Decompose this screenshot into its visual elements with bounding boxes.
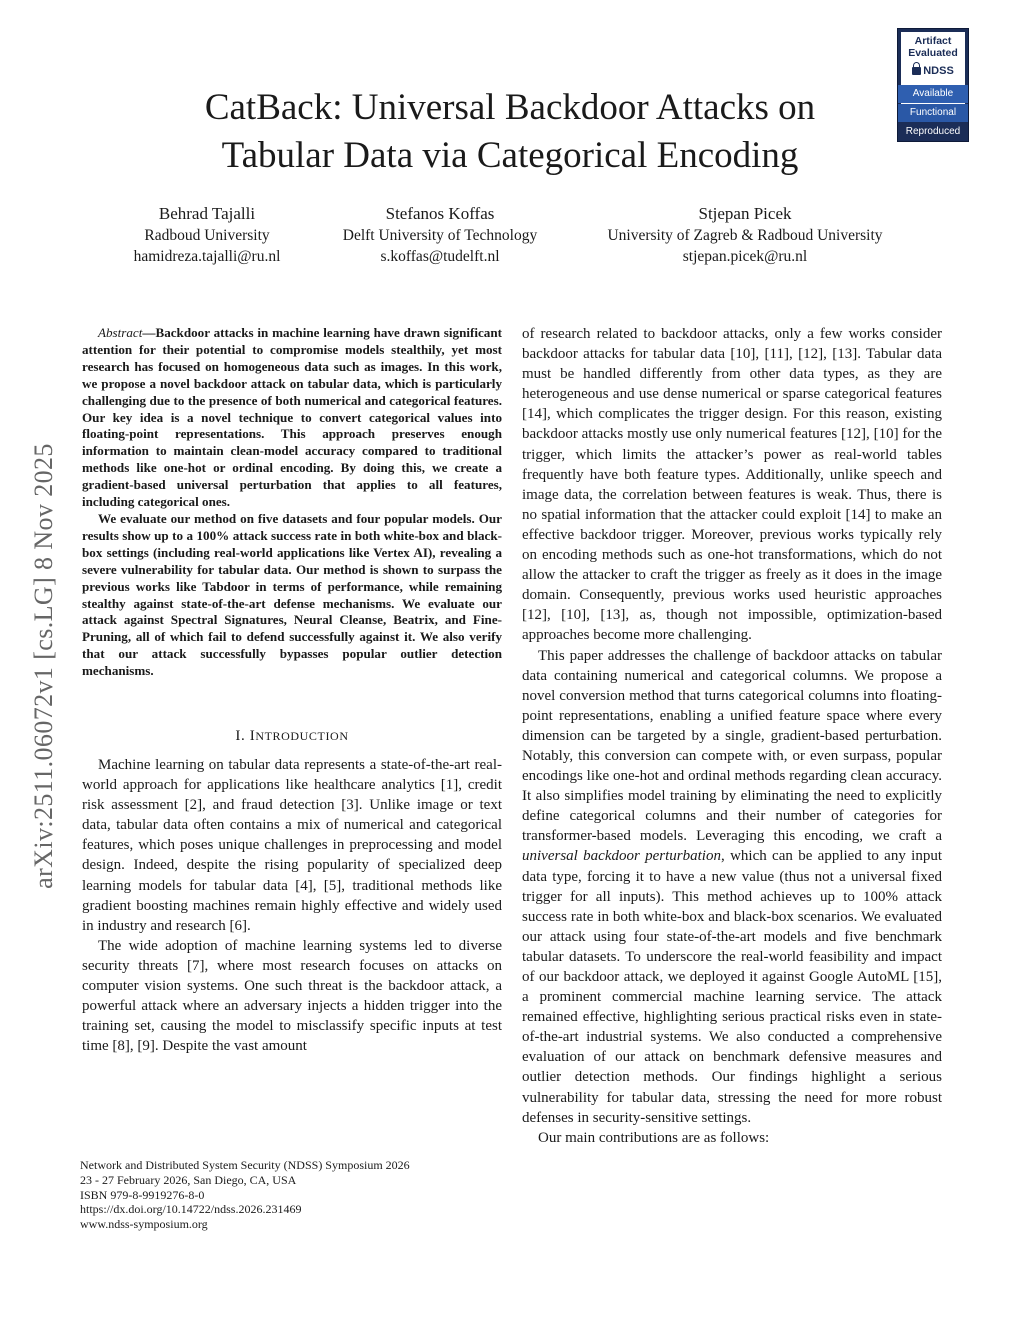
footer-line: 23 - 27 February 2026, San Diego, CA, USA	[80, 1172, 297, 1187]
lock-icon	[912, 67, 921, 75]
title-line-2: Tabular Data via Categorical Encoding	[221, 135, 799, 176]
section-title-rest: NTRODUCTION	[255, 729, 349, 743]
abstract-text-1: Backdoor attacks in machine learning have drawn significant attention for their potential to compromise models stealthily, yet most research has focused on homogeneous data such as images. In this work, we propose a novel backdoor attack on tabular data, which is particularly challenging due to the presence of both numerical and categorical features. Our key idea is a novel technique to convert categorical values into floating-point representations. This approach preserves enough information to maintain clean-model accuracy compared to traditional methods like one-hot or ordinal encoding. By doing this, we create a gradient-based universal perturbation that applies to all features, including categorical ones.	[82, 325, 502, 510]
abstract-paragraph: We evaluate our method on five datasets and four popular models. Our results show up to a 100% attack success rate in both white-box and black-box settings (including real-world applications like Vertex AI), revealing a severe vulnerability for tabular data. Our method is shown to surpass the previous works like Tabdoor in terms of performance, while remaining stealthy against state-of-the-art defense mechanisms. We evaluate our attack against Spectral Signatures, Neural Cleanse, Beatrix, and Fine-Pruning, all of which fail to defend successfully against it. We also verify that our attack successfully bypasses popular outlier detection mechanisms.	[82, 510, 502, 679]
artifact-evaluated-badge	[897, 28, 969, 142]
author-email: s.koffas@tudelft.nl	[380, 248, 500, 265]
badge-reproduced: Reproduced	[898, 123, 968, 141]
author-affiliation: University of Zagreb & Radboud University	[607, 227, 883, 244]
author-email: hamidreza.tajalli@ru.nl	[133, 248, 281, 265]
right-column-body	[522, 324, 942, 1148]
badge-functional: Functional	[898, 104, 968, 122]
footer-doi-link[interactable]: https://dx.doi.org/10.14722/ndss.2026.231469	[80, 1202, 302, 1217]
footer-website-link[interactable]: www.ndss-symposium.org	[80, 1217, 208, 1232]
paragraph-text: This paper addresses the challenge of backdoor attacks on tabular data containing numerical and categorical columns. We propose a novel conversion method that turns categorical columns into floating-point representations, enabling a unified feature space where every dimension can be targeted by a single, gradient-based perturbation. Notably, this conversion can compete with, or even surpass, popular encodings like one-hot and ordinal methods regarding clean accuracy. It also simplifies model training by eliminating the need to explicitly define categorical columns and their number of categories for transformer-based models. Leveraging this encoding, we craft a	[522, 647, 942, 845]
abstract-paragraph	[82, 325, 502, 511]
badge-available: Available	[898, 85, 968, 103]
abstract-dash: —	[142, 325, 156, 340]
emphasis-term: universal backdoor perturbation	[522, 848, 721, 865]
ndss-logo	[901, 64, 965, 78]
title-line-1: CatBack: Universal Backdoor Attacks on	[204, 87, 816, 128]
left-column-body	[82, 755, 502, 1056]
section-heading	[82, 727, 502, 745]
abstract-label: Abstract	[98, 325, 143, 340]
body-paragraph	[522, 646, 942, 1128]
body-paragraph: The wide adoption of machine learning systems led to diverse security threats [7], where most research focuses on attacks on computer vision systems. One such threat is the backdoor attack, a powerful attack where an adversary injects a hidden trigger into the training set, causing the model to misclassify specific inputs at test time [8], [9]. Despite the vast amount	[82, 937, 502, 1055]
section-number: I.	[235, 728, 246, 744]
author-affiliation: Radboud University	[144, 227, 270, 244]
author-name: Stjepan Picek	[698, 204, 792, 223]
paper-title	[120, 84, 900, 180]
footer-line: Network and Distributed System Security (NDSS) Symposium 2026	[80, 1158, 410, 1172]
arxiv-stamp-text: arXiv:2511.06072v1 [cs.LG] 8 Nov 2025	[29, 443, 58, 889]
author-block	[112, 203, 302, 267]
body-paragraph: Machine learning on tabular data represents a state-of-the-art real-world approach for applications like healthcare analytics [1], credit risk assessment [2], and fraud detection [3]. Unlike image or text data, tabular data often contains a mix of numerical and categorical features, which poses unique challenges in preprocessing and model design. Indeed, despite the rising popularity of specialized deep learning models for tabular data [4], [5], traditional methods like gradient boosting machines remain highly effective and widely used in industry and research [6].	[82, 757, 502, 934]
author-email: stjepan.picek@ru.nl	[682, 248, 808, 265]
abstract	[82, 325, 502, 680]
body-paragraph: Our main contributions are as follows:	[538, 1129, 770, 1146]
footer-line: ISBN 979-8-9919276-8-0	[80, 1187, 205, 1202]
badge-line-2: Evaluated	[908, 47, 958, 59]
conference-footer	[80, 1158, 500, 1232]
author-block	[320, 203, 560, 267]
ndss-logo-text: NDSS	[923, 65, 954, 77]
paragraph-text: , which can be applied to any input data type, forcing it to have a new value (thus not a universal fixed trigger for all inputs). This method achieves up to 100% attack success rate in both white-box and black-box scenarios. We evaluated our attack using four state-of-the-art models and five benchmark tabular datasets. To underscore the real-world feasibility and impact of our backdoor attack, we deployed it against Google AutoML [15], a prominent commercial machine learning service. The attack remained effective, highlighting serious practical risks even in state-of-the-art industrial systems. We also conducted a comprehensive evaluation of our attack on benchmark defensive measures and outlier detection methods. Our findings highlight a serious vulnerability for tabular data, stressing the need for more robust defenses in security-sensitive settings.	[522, 848, 942, 1126]
section-title-initial: I	[249, 728, 256, 744]
badge-line-1: Artifact	[914, 35, 952, 47]
author-name: Behrad Tajalli	[158, 204, 256, 223]
author-block	[580, 203, 910, 267]
body-paragraph: of research related to backdoor attacks, only a few works consider backdoor attacks for tabular data [10], [11], [12], [13]. Tabular data must be handled differently from other data types, as they are heterogeneous and use dense numerical or sparse categorical features [14], which complicates the trigger design. For this reason, existing backdoor attacks mostly use only numerical features [12], [10] for the trigger, which limits the attacker’s power as real-world tables frequently have both feature types. Additionally, unlike speech and image data, the correlation between features is weak. Thus, there is no spatial information that the attacker could exploit [14] to make an effective backdoor trigger. Moreover, previous works typically rely on encoding methods such as one-hot transformations, which do not allow the attacker to craft the trigger as freely as it does in the image domain. Consequently, previous works used heuristic approaches [12], [10], [13], as, though not impossible, optimization-based approaches become more challenging.	[522, 326, 942, 644]
author-name: Stefanos Koffas	[385, 204, 495, 223]
author-affiliation: Delft University of Technology	[342, 227, 538, 244]
